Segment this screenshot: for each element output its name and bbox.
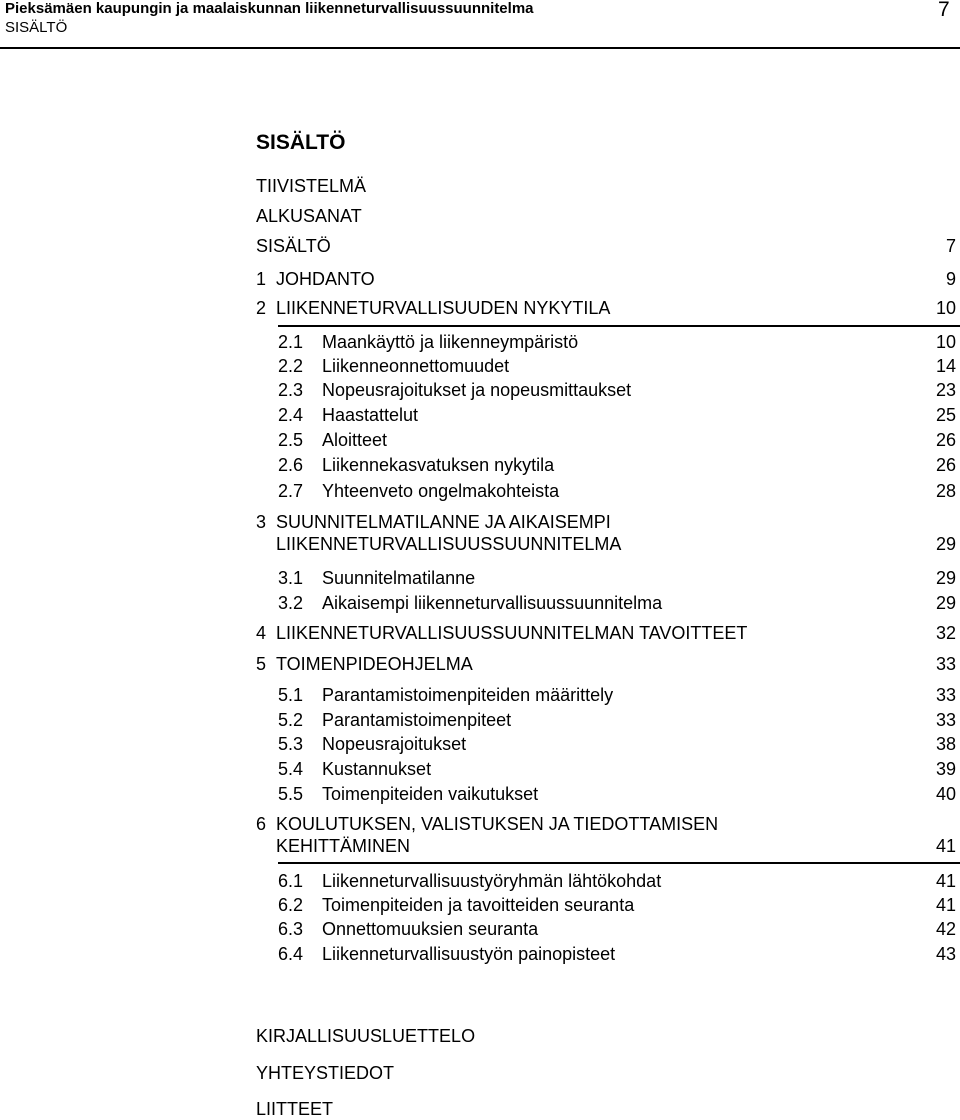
toc-section-page: 32 [935, 623, 956, 643]
toc-section-number: 4 [256, 623, 267, 643]
toc-section-label-continued: KEHITTÄMINEN [276, 836, 411, 856]
toc-subsection-number: 5.4 [278, 759, 304, 779]
toc-section-label-continued: LIIKENNETURVALLISUUSSUUNNITELMA [276, 534, 622, 554]
toc-subsection-number: 3.2 [278, 593, 304, 613]
toc-subsection-label: Maankäyttö ja liikenneympäristö [322, 332, 579, 352]
toc-subsection-label: Aloitteet [322, 430, 388, 450]
toc-subsection-number: 5.2 [278, 710, 304, 730]
toc-section-page: 9 [945, 269, 956, 289]
toc-subsection-number: 6.2 [278, 895, 304, 915]
toc-subsection-label: Parantamistoimenpiteet [322, 710, 512, 730]
toc-subsection-2-1[interactable] [256, 331, 956, 353]
page-number: 7 [938, 0, 950, 21]
toc-subsection-2-6[interactable] [256, 454, 956, 476]
document-header-title: Pieksämäen kaupungin ja maalaiskunnan liikenneturvallisuussuunnitelma [5, 0, 534, 17]
toc-subsection-label: Aikaisempi liikenneturvallisuussuunnitelma [322, 593, 663, 613]
toc-subsection-number: 3.1 [278, 568, 304, 588]
toc-heading: SISÄLTÖ [256, 131, 346, 154]
toc-subsection-page: 33 [935, 710, 956, 730]
toc-section-3[interactable] [256, 511, 956, 555]
toc-subsection-page: 26 [935, 455, 956, 475]
toc-entry-label: SISÄLTÖ [256, 236, 331, 256]
toc-section-5[interactable] [256, 653, 956, 675]
toc-section-label: KOULUTUKSEN, VALISTUKSEN JA TIEDOTTAMISEN [276, 814, 719, 834]
toc-subsection-page: 42 [935, 919, 956, 939]
toc-subsection-page: 41 [935, 895, 956, 915]
toc-section-4[interactable] [256, 622, 956, 644]
toc-subsection-page: 40 [935, 784, 956, 804]
toc-subsection-5-3[interactable] [256, 733, 956, 755]
toc-subsection-page: 25 [935, 405, 956, 425]
toc-subsection-2-2[interactable] [256, 355, 956, 377]
toc-subsection-label: Suunnitelmatilanne [322, 568, 476, 588]
toc-subsection-2-7[interactable] [256, 480, 956, 502]
toc-section-label: JOHDANTO [276, 269, 375, 289]
toc-entry-label: KIRJALLISUUSLUETTELO [256, 1026, 476, 1046]
toc-subsection-6-3[interactable] [256, 918, 956, 940]
toc-subsection-2-5[interactable] [256, 429, 956, 451]
toc-section-label: SUUNNITELMATILANNE JA AIKAISEMPI [276, 512, 611, 532]
toc-subsection-3-1[interactable] [256, 567, 956, 589]
toc-subsection-label: Toimenpiteiden vaikutukset [322, 784, 539, 804]
toc-section-2[interactable] [256, 297, 956, 319]
toc-subsection-5-4[interactable] [256, 758, 956, 780]
toc-entry-label: LIITTEET [256, 1099, 334, 1119]
toc-subsection-label: Onnettomuuksien seuranta [322, 919, 539, 939]
toc-entry-label: YHTEYSTIEDOT [256, 1063, 395, 1083]
toc-subsection-page: 23 [935, 380, 956, 400]
toc-subsection-page: 43 [935, 944, 956, 964]
toc-subsection-label: Liikenneturvallisuustyöryhmän lähtökohdat [322, 871, 662, 891]
toc-subsection-number: 2.5 [278, 430, 304, 450]
toc-section-page: 29 [935, 534, 956, 554]
toc-entry-sisalto[interactable] [256, 235, 956, 257]
toc-section-number: 3 [256, 512, 267, 532]
toc-subsection-6-2[interactable] [256, 894, 956, 916]
toc-subsection-2-4[interactable] [256, 404, 956, 426]
toc-section-label: TOIMENPIDEOHJELMA [276, 654, 473, 674]
toc-subsection-3-2[interactable] [256, 592, 956, 614]
toc-section-number: 1 [256, 269, 267, 289]
toc-subsection-page: 38 [935, 734, 956, 754]
toc-subsection-label: Parantamistoimenpiteiden määrittely [322, 685, 614, 705]
toc-subsection-5-5[interactable] [256, 783, 956, 805]
toc-section-1[interactable] [256, 268, 956, 290]
toc-subsection-number: 5.1 [278, 685, 304, 705]
section-divider [278, 862, 960, 864]
toc-subsection-5-2[interactable] [256, 709, 956, 731]
toc-subsection-page: 29 [935, 568, 956, 588]
toc-entry-liitteet[interactable] [256, 1098, 956, 1120]
toc-subsection-label: Nopeusrajoitukset [322, 734, 467, 754]
toc-subsection-number: 5.5 [278, 784, 304, 804]
toc-subsection-label: Haastattelut [322, 405, 419, 425]
toc-subsection-number: 2.2 [278, 356, 304, 376]
toc-subsection-6-4[interactable] [256, 943, 956, 965]
toc-entry-alkusanat[interactable] [256, 205, 956, 227]
toc-entry-yhteystiedot[interactable] [256, 1062, 956, 1084]
toc-section-page: 41 [935, 836, 956, 856]
toc-entry-page: 7 [945, 236, 956, 256]
toc-subsection-page: 39 [935, 759, 956, 779]
toc-section-page: 10 [935, 298, 956, 318]
toc-subsection-label: Liikenneturvallisuustyön painopisteet [322, 944, 616, 964]
toc-subsection-number: 6.3 [278, 919, 304, 939]
document-header-section: SISÄLTÖ [5, 19, 68, 36]
toc-section-number: 5 [256, 654, 267, 674]
toc-subsection-2-3[interactable] [256, 379, 956, 401]
toc-subsection-page: 10 [935, 332, 956, 352]
toc-entry-label: TIIVISTELMÄ [256, 176, 367, 196]
toc-subsection-label: Nopeusrajoitukset ja nopeusmittaukset [322, 380, 632, 400]
toc-section-label: LIIKENNETURVALLISUUSSUUNNITELMAN TAVOITTEET [276, 623, 748, 643]
toc-section-number: 6 [256, 814, 267, 834]
toc-subsection-label: Liikenneonnettomuudet [322, 356, 510, 376]
toc-subsection-number: 2.1 [278, 332, 304, 352]
toc-subsection-number: 5.3 [278, 734, 304, 754]
toc-entry-kirjallisuusluettelo[interactable] [256, 1025, 956, 1047]
toc-section-number: 2 [256, 298, 267, 318]
toc-subsection-6-1[interactable] [256, 870, 956, 892]
toc-section-6[interactable] [256, 813, 956, 857]
toc-subsection-page: 29 [935, 593, 956, 613]
toc-entry-tiivistelma[interactable] [256, 175, 956, 197]
toc-subsection-number: 2.4 [278, 405, 304, 425]
toc-section-page: 33 [935, 654, 956, 674]
toc-subsection-label: Toimenpiteiden ja tavoitteiden seuranta [322, 895, 635, 915]
toc-subsection-number: 6.1 [278, 871, 304, 891]
toc-subsection-page: 33 [935, 685, 956, 705]
toc-subsection-number: 2.3 [278, 380, 304, 400]
toc-subsection-page: 26 [935, 430, 956, 450]
toc-entry-label: ALKUSANAT [256, 206, 362, 226]
header-divider [0, 47, 960, 49]
toc-subsection-page: 41 [935, 871, 956, 891]
toc-subsection-label: Yhteenveto ongelmakohteista [322, 481, 560, 501]
section-divider [278, 325, 960, 327]
toc-subsection-number: 2.7 [278, 481, 304, 501]
toc-subsection-page: 14 [935, 356, 956, 376]
toc-section-label: LIIKENNETURVALLISUUDEN NYKYTILA [276, 298, 611, 318]
toc-subsection-page: 28 [935, 481, 956, 501]
toc-subsection-label: Kustannukset [322, 759, 432, 779]
toc-subsection-number: 6.4 [278, 944, 304, 964]
toc-subsection-number: 2.6 [278, 455, 304, 475]
toc-subsection-label: Liikennekasvatuksen nykytila [322, 455, 555, 475]
toc-subsection-5-1[interactable] [256, 684, 956, 706]
